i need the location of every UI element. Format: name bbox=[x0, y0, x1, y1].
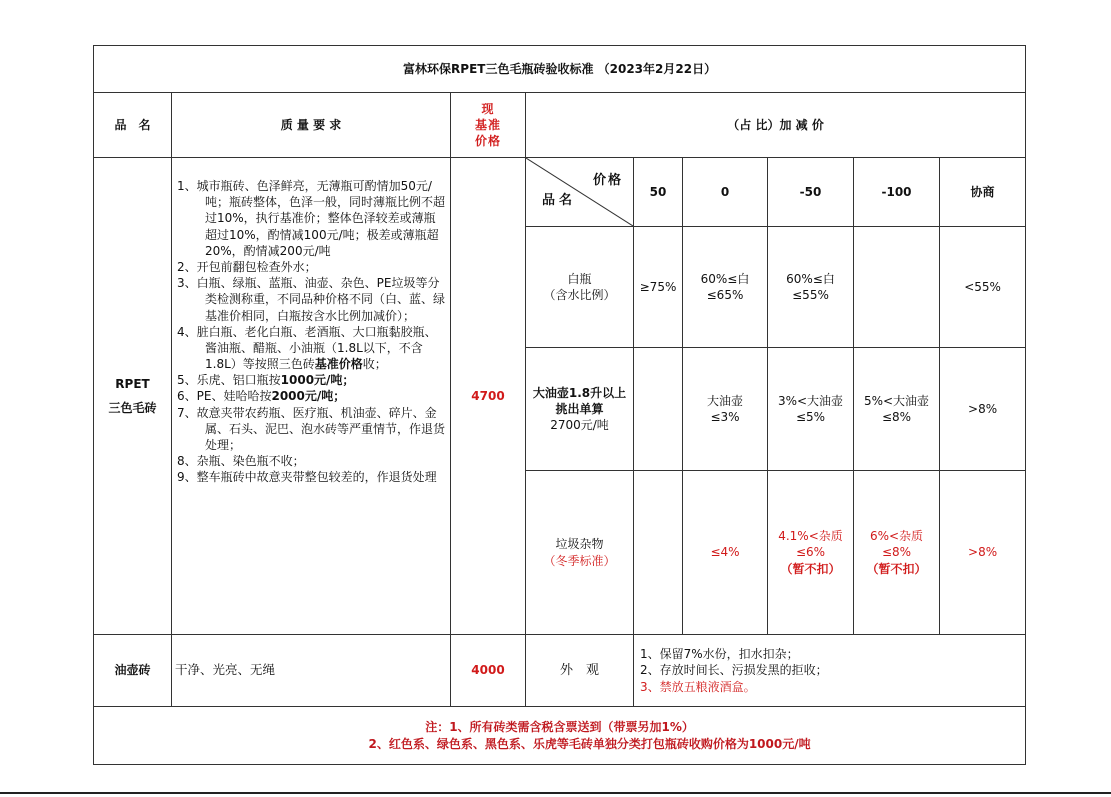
note-2: 2、红色系、绿色系、黑色系、乐虎等毛砖单独分类打包瓶砖收购价格为1000元/吨 bbox=[368, 736, 811, 751]
white-bottle-minus-50: 60%≤白≤55% bbox=[768, 227, 854, 348]
white-bottle-zero: 60%≤白≤65% bbox=[683, 227, 768, 348]
document-title: 富林环保RPET三色毛瓶砖验收标准 （2023年2月22日） bbox=[94, 46, 1026, 93]
debris-name bbox=[526, 471, 634, 635]
diagonal-price-label: 价格 bbox=[592, 173, 623, 188]
header-base-price bbox=[451, 93, 526, 158]
quality-item-5-text: 5、乐虎、铝口瓶按 bbox=[177, 373, 281, 388]
white-bottle-name-line1: 白瓶 bbox=[567, 271, 592, 286]
oil-jug-brick-name: 油壶砖 bbox=[94, 635, 172, 707]
quality-item-8: 8、杂瓶、染色瓶不收； bbox=[177, 454, 305, 469]
large-oil-jug-zero-line1: 大油壶 bbox=[706, 393, 743, 408]
debris-name-line1: 垃圾杂物 bbox=[555, 537, 604, 552]
quality-item-3: 3、白瓶、绿瓶、蓝瓶、油壶、杂色、PE垃圾等分类检测称重，不同品种价格不同（白、蓝、绿基准价相同，白瓶按含水比例加减价）； bbox=[177, 276, 446, 323]
quality-item-4-text: 4、脏白瓶、老化白瓶、老酒瓶、大口瓶黏胶瓶、酱油瓶、醋瓶、小油瓶（1.8L以下，不含1.8L）等按照三色砖 bbox=[177, 324, 437, 372]
rpet-base-price: 4700 bbox=[451, 158, 526, 635]
quality-item-2: 2、开包前翻包检查外水； bbox=[177, 259, 317, 274]
debris-minus-100 bbox=[854, 471, 940, 635]
quality-item-4 bbox=[175, 324, 447, 373]
quality-item-1: 1、城市瓶砖、色泽鲜亮，无薄瓶可酌情加50元/吨；瓶砖整体，色泽一般，同时薄瓶比例不超过10%，执行基准价；整体色泽较差或薄瓶超过10%，酌情减100元/吨；极差或薄瓶超20%，酌情减200元/吨 bbox=[177, 179, 446, 258]
large-oil-jug-zero-line2: ≤3% bbox=[710, 410, 740, 424]
diagonal-header-cell bbox=[526, 158, 634, 227]
large-oil-jug-negotiate: >8% bbox=[940, 348, 1026, 471]
debris-name-line2: （冬季标准） bbox=[543, 553, 616, 568]
oil-jug-brick-base-price: 4000 bbox=[451, 635, 526, 707]
debris-minus-50 bbox=[768, 471, 854, 635]
appearance-label: 外 观 bbox=[526, 635, 634, 707]
debris-minus-50-note: （暂不扣） bbox=[780, 561, 841, 576]
rpet-category-line2: 三色毛砖 bbox=[108, 401, 157, 415]
white-bottle-name bbox=[526, 227, 634, 348]
header-base-price-line2: 基准 bbox=[474, 117, 501, 132]
quality-item-7: 7、故意夹带农药瓶、医疗瓶、机油壶、碎片、金属、石头、泥巴、泡水砖等严重情节，作退货处理； bbox=[177, 405, 446, 452]
debris-plus-50 bbox=[634, 471, 683, 635]
level-minus-100: -100 bbox=[854, 158, 940, 227]
acceptance-standard-table bbox=[93, 45, 1026, 765]
quality-item-4-bold: 基准价格 bbox=[314, 357, 363, 372]
table-row-notes bbox=[94, 707, 1026, 765]
debris-minus-100-range: 6%<杂质≤8% bbox=[869, 529, 924, 560]
debris-negotiate: >8% bbox=[940, 471, 1026, 635]
quality-item-6 bbox=[175, 388, 447, 404]
appearance-item-3: 3、禁放五粮液酒盒。 bbox=[640, 679, 756, 694]
level-minus-50: -50 bbox=[768, 158, 854, 227]
rpet-category-cell bbox=[94, 158, 172, 635]
debris-minus-100-note: （暂不扣） bbox=[866, 561, 927, 576]
quality-item-6-text: 6、PE、娃哈哈按 bbox=[177, 389, 272, 404]
rpet-quality-requirements bbox=[172, 158, 451, 635]
appearance-item-1: 1、保留7%水份，扣水扣杂； bbox=[640, 647, 799, 662]
header-base-price-line3: 价格 bbox=[474, 134, 501, 149]
quality-item-4-tail: 收； bbox=[362, 357, 387, 372]
header-ratio-adjustment: （占 比）加 减 价 bbox=[526, 93, 1026, 158]
debris-zero: ≤4% bbox=[683, 471, 768, 635]
quality-item-5 bbox=[175, 372, 447, 388]
debris-minus-50-range: 4.1%<杂质≤6% bbox=[778, 529, 843, 560]
appearance-item-2: 2、存放时间长、污损发黑的拒收； bbox=[640, 663, 828, 678]
large-oil-jug-name-line2: 2700元/吨 bbox=[550, 418, 609, 433]
white-bottle-minus-100 bbox=[854, 227, 940, 348]
quality-item-6-bold: 2000元/吨； bbox=[271, 389, 346, 404]
diagonal-name-label: 品名 bbox=[542, 193, 577, 209]
header-base-price-line1: 现 bbox=[481, 101, 495, 116]
rpet-category-line1: RPET bbox=[115, 376, 150, 391]
notes-cell bbox=[94, 707, 1026, 765]
large-oil-jug-zero bbox=[683, 348, 768, 471]
large-oil-jug-plus-50 bbox=[634, 348, 683, 471]
quality-item-9: 9、整车瓶砖中故意夹带整包较差的，作退货处理 bbox=[177, 470, 437, 485]
large-oil-jug-name bbox=[526, 348, 634, 471]
white-bottle-negotiate: <55% bbox=[940, 227, 1026, 348]
table-row-oil-jug-brick bbox=[94, 635, 1026, 707]
appearance-requirements bbox=[634, 635, 1026, 707]
level-zero: 0 bbox=[683, 158, 768, 227]
level-negotiate: 协商 bbox=[940, 158, 1026, 227]
oil-jug-brick-quality: 干净、光亮、无绳 bbox=[172, 635, 451, 707]
note-1: 注：1、所有砖类需含税含票送到（带票另加1%） bbox=[425, 720, 694, 735]
header-product-name: 品 名 bbox=[94, 93, 172, 158]
white-bottle-plus-50: ≥75% bbox=[634, 227, 683, 348]
page-bottom-rule bbox=[0, 792, 1111, 794]
quality-item-5-bold: 1000元/吨； bbox=[280, 373, 355, 388]
large-oil-jug-minus-50: 3%<大油壶≤5% bbox=[768, 348, 854, 471]
large-oil-jug-name-line1: 大油壶1.8升以上挑出单算 bbox=[532, 385, 627, 416]
large-oil-jug-minus-100: 5%<大油壶≤8% bbox=[854, 348, 940, 471]
level-plus-50: 50 bbox=[634, 158, 683, 227]
header-quality-requirements: 质 量 要 求 bbox=[172, 93, 451, 158]
white-bottle-name-line2: （含水比例） bbox=[543, 288, 616, 302]
